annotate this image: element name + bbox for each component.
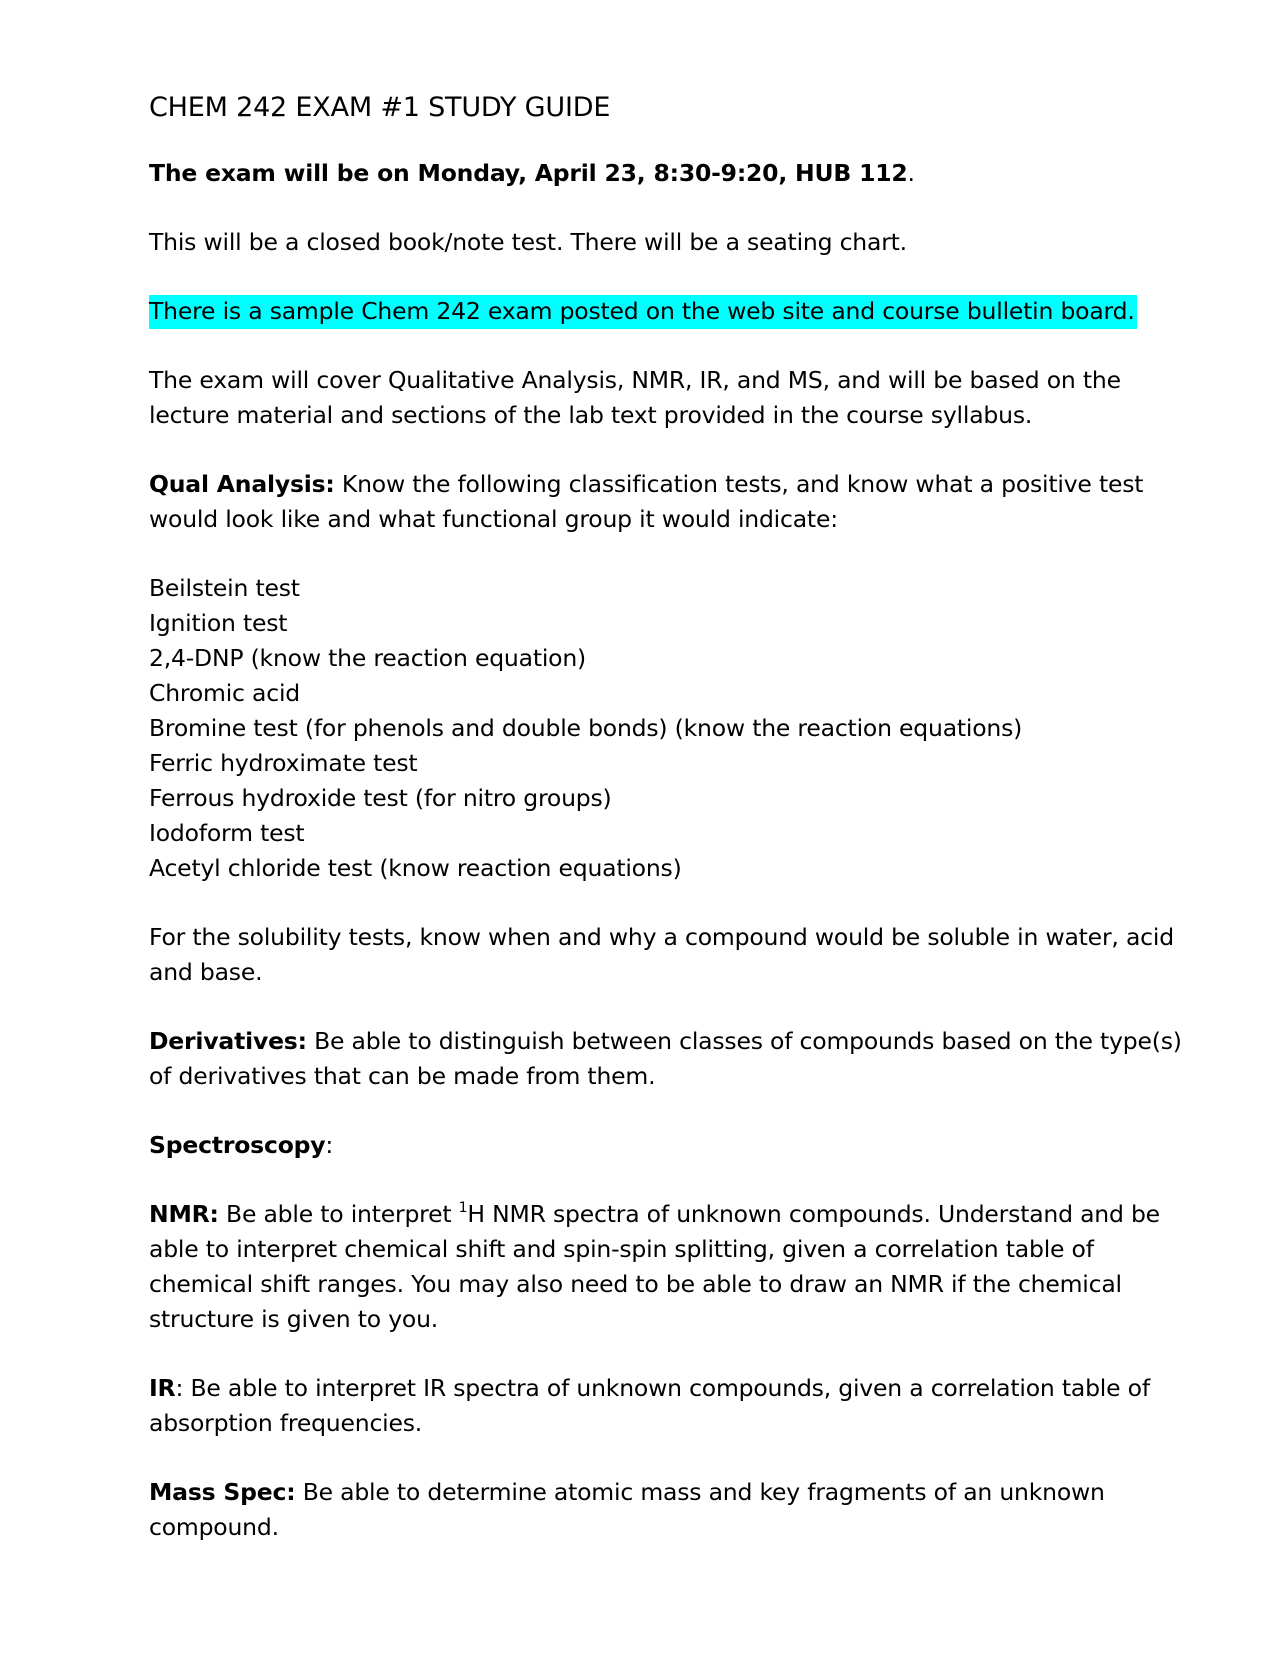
nmr-paragraph bbox=[149, 1197, 1189, 1337]
qual-analysis-label: Qual Analysis: bbox=[149, 470, 335, 498]
nmr-text-after: H NMR spectra of unknown compounds. Understand and be able to interpret chemical shift and spin-spin splitting, given a correlation table of chemical shift ranges. You may also need to be able to draw an NMR if the chemical structure is given to you. bbox=[149, 1200, 1160, 1333]
derivatives-paragraph bbox=[149, 1024, 1189, 1094]
nmr-label: NMR: bbox=[149, 1200, 219, 1228]
nmr-superscript: 1 bbox=[458, 1200, 468, 1216]
qual-analysis-paragraph bbox=[149, 467, 1189, 537]
list-item: Acetyl chloride test (know reaction equations) bbox=[149, 854, 682, 882]
list-item: Ferric hydroximate test bbox=[149, 749, 418, 777]
coverage-paragraph: The exam will cover Qualitative Analysis, NMR, IR, and MS, and will be based on the lecture material and sections of the lab text provided in the course syllabus. bbox=[149, 366, 1121, 429]
ir-paragraph bbox=[149, 1371, 1189, 1441]
study-guide-page bbox=[149, 88, 1189, 1579]
qual-analysis-text: Know the following classification tests, and know what a positive test would look like and what functional group it would indicate: bbox=[149, 470, 1144, 533]
solubility-paragraph: For the solubility tests, know when and why a compound would be soluble in water, acid and base. bbox=[149, 923, 1174, 986]
nmr-text-before: Be able to interpret bbox=[218, 1200, 459, 1228]
list-item: Chromic acid bbox=[149, 679, 301, 707]
list-item: Iodoform test bbox=[149, 819, 305, 847]
list-item: Beilstein test bbox=[149, 574, 300, 602]
derivatives-text: Be able to distinguish between classes of compounds based on the type(s) of derivatives that can be made from them. bbox=[149, 1027, 1182, 1090]
list-item: Ferrous hydroxide test (for nitro groups) bbox=[149, 784, 612, 812]
mass-spec-text: Be able to determine atomic mass and key fragments of an unknown compound. bbox=[149, 1478, 1105, 1541]
exam-info-text: The exam will be on Monday, April 23, 8:30-9:20, HUB 112 bbox=[149, 159, 908, 187]
derivatives-label: Derivatives: bbox=[149, 1027, 307, 1055]
exam-info-period: . bbox=[907, 159, 915, 187]
closed-book-note: This will be a closed book/note test. There will be a seating chart. bbox=[149, 228, 907, 256]
highlighted-sample-exam: There is a sample Chem 242 exam posted on the web site and course bulletin board. bbox=[149, 295, 1137, 329]
exam-info bbox=[149, 156, 1189, 191]
sample-exam-note bbox=[149, 294, 1189, 329]
classification-tests-list bbox=[149, 571, 1189, 886]
list-item: 2,4-DNP (know the reaction equation) bbox=[149, 644, 587, 672]
spectroscopy-colon: : bbox=[325, 1131, 334, 1159]
list-item: Bromine test (for phenols and double bonds) (know the reaction equations) bbox=[149, 714, 1023, 742]
list-item: Ignition test bbox=[149, 609, 288, 637]
ir-label: IR bbox=[149, 1374, 176, 1402]
page-title: CHEM 242 EXAM #1 STUDY GUIDE bbox=[149, 92, 611, 123]
spectroscopy-heading bbox=[149, 1128, 1189, 1163]
mass-spec-label: Mass Spec: bbox=[149, 1478, 296, 1506]
ir-text: : Be able to interpret IR spectra of unknown compounds, given a correlation table of absorption frequencies. bbox=[149, 1374, 1150, 1437]
spectroscopy-label: Spectroscopy bbox=[149, 1131, 326, 1159]
mass-spec-paragraph bbox=[149, 1475, 1189, 1545]
